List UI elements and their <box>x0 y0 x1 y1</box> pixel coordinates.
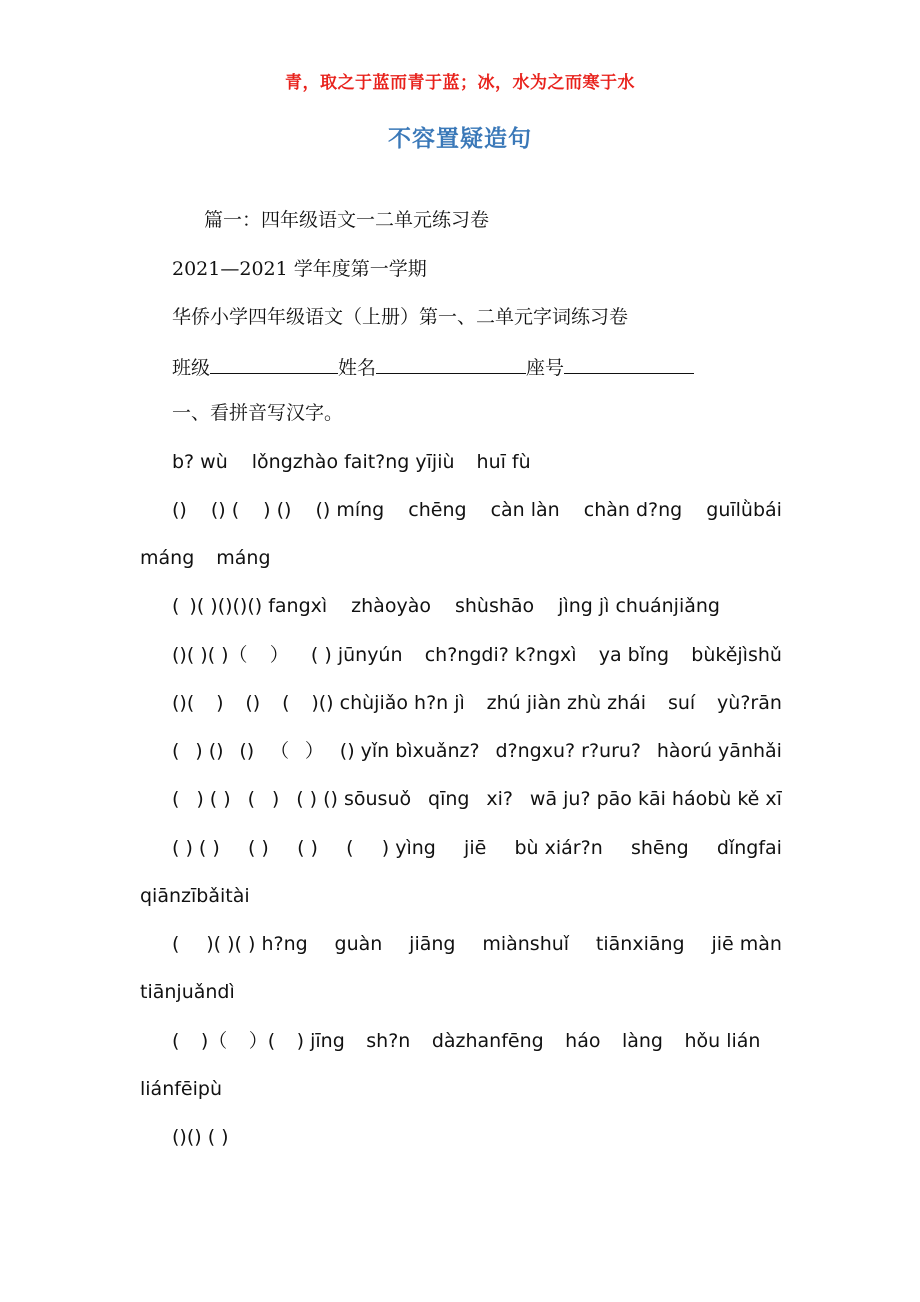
pinyin-row-6 <box>140 691 782 715</box>
pinyin-item: bù xiár?n <box>514 837 603 859</box>
pinyin-item: guàn <box>334 933 383 955</box>
pinyin-item: zhàoyào <box>351 595 431 617</box>
pinyin-item: ()() ( ) <box>172 1126 229 1148</box>
pinyin-item: jìng jì chuánjiǎng <box>558 595 720 617</box>
pinyin-item: chàn d?ng <box>583 499 683 521</box>
pinyin-item: )（ <box>200 1030 228 1052</box>
page-title: 不容置疑造句 <box>388 125 532 152</box>
pinyin-item: ) <box>271 788 280 810</box>
pinyin-row-2 <box>140 498 782 522</box>
school-year: 2021—2021 学年度第一学期 <box>172 258 427 280</box>
pinyin-row-11 <box>140 932 782 956</box>
seat-label: 座号 <box>526 357 565 379</box>
section-heading: 一、看拼音写汉字。 <box>172 402 344 424</box>
pinyin-item: ( <box>346 837 354 859</box>
pinyin-item: hàorú yānhǎi <box>656 740 782 762</box>
pinyin-item: ）( <box>248 1030 276 1052</box>
pinyin-item: ya bǐng <box>598 644 670 666</box>
pinyin-item: () <box>239 740 255 762</box>
pinyin-item: ( ) ( ) <box>172 837 220 859</box>
pinyin-item: ( <box>172 740 180 762</box>
pinyin-item: huī fù <box>476 451 531 473</box>
pinyin-row-3 <box>140 546 782 570</box>
pinyin-row-7 <box>140 739 782 763</box>
pinyin-item: b? wù <box>172 451 228 473</box>
pinyin-item: lǒngzhào fait?ng yījiù <box>251 451 455 473</box>
pinyin-item: zhú jiàn zhù zhái <box>486 692 647 714</box>
pinyin-item: ( <box>172 595 180 617</box>
pinyin-row-8 <box>140 787 782 811</box>
pinyin-item: ( ) <box>297 837 318 859</box>
pinyin-item: qīng <box>428 788 470 810</box>
pinyin-item: ( <box>247 788 255 810</box>
pinyin-item: )() chùjiǎo h?n jì <box>311 692 465 714</box>
pinyin-row-12 <box>140 980 782 1004</box>
pinyin-item: hǒu lián <box>684 1030 761 1052</box>
pinyin-item: tiānxiāng <box>595 933 685 955</box>
pinyin-row-10 <box>140 884 782 908</box>
pinyin-item: () <box>245 692 261 714</box>
pinyin-item: ） <box>304 740 324 762</box>
seat-blank[interactable] <box>564 353 694 374</box>
worksheet-title: 华侨小学四年级语文（上册）第一、二单元字词练习卷 <box>172 306 629 328</box>
pinyin-item: () yǐn bìxuǎnz? <box>339 740 480 762</box>
pinyin-item: )( )()()() fangxì <box>189 595 328 617</box>
pinyin-item: ( <box>282 692 290 714</box>
pinyin-item: dǐngfai <box>716 837 782 859</box>
pinyin-item: jiē <box>464 837 487 859</box>
name-label: 姓名 <box>338 357 377 379</box>
pinyin-item: shēng <box>630 837 689 859</box>
pinyin-item: sh?n <box>366 1030 411 1052</box>
pinyin-item: háo <box>565 1030 601 1052</box>
pinyin-row-13 <box>140 1029 782 1053</box>
pinyin-item: shùshāo <box>454 595 535 617</box>
pinyin-row-5 <box>140 643 782 667</box>
class-blank[interactable] <box>210 353 338 374</box>
pinyin-item: ( <box>172 1030 180 1052</box>
pinyin-item: （ <box>270 740 290 762</box>
pinyin-item: làng <box>621 1030 663 1052</box>
pinyin-item: chēng <box>408 499 467 521</box>
pinyin-item: máng <box>216 547 271 569</box>
pinyin-item: miànshuǐ <box>482 933 570 955</box>
pinyin-item: ) jīng <box>296 1030 345 1052</box>
pinyin-item: guīlǜbái <box>706 499 782 521</box>
pinyin-item: wā ju? pāo kāi háobù kě xī <box>529 788 782 810</box>
part-heading: 篇一：四年级语文一二单元练习卷 <box>204 209 490 231</box>
pinyin-row-4 <box>140 594 782 618</box>
pinyin-item: () <box>172 499 187 521</box>
pinyin-item: càn làn <box>490 499 560 521</box>
pinyin-item: suí <box>667 692 696 714</box>
pinyin-item: yù?rān <box>717 692 782 714</box>
pinyin-item: ()( <box>172 692 195 714</box>
pinyin-item: d?ngxu? r?uru? <box>495 740 642 762</box>
class-label: 班级 <box>172 357 211 379</box>
pinyin-row-1 <box>140 450 782 474</box>
student-info-row <box>140 353 782 380</box>
pinyin-item: ( ) <box>247 837 269 859</box>
pinyin-item: ) yìng <box>381 837 436 859</box>
pinyin-item: qiānzībǎitài <box>140 885 250 907</box>
pinyin-item: ) () <box>263 499 292 521</box>
pinyin-row-9 <box>140 836 782 860</box>
pinyin-row-15 <box>140 1125 782 1149</box>
header-motto: 青，取之于蓝而青于蓝；冰，水为之而寒于水 <box>285 73 635 93</box>
pinyin-item: ( <box>172 788 180 810</box>
name-blank[interactable] <box>376 353 526 374</box>
pinyin-item: ( <box>172 933 180 955</box>
pinyin-item: dàzhanfēng <box>431 1030 544 1052</box>
pinyin-item: ) <box>216 692 224 714</box>
pinyin-item: () míng <box>315 499 385 521</box>
pinyin-item: ( ) jūnyún <box>310 644 403 666</box>
pinyin-item: ) ( ) <box>196 788 231 810</box>
pinyin-item: ()( )( )（ <box>172 644 248 666</box>
pinyin-item: ch?ngdi? k?ngxì <box>424 644 577 666</box>
pinyin-item: liánfēipù <box>140 1078 223 1100</box>
pinyin-row-14 <box>140 1077 782 1101</box>
pinyin-item: ( ) () sōusuǒ <box>296 788 412 810</box>
pinyin-item: jiāng <box>409 933 456 955</box>
pinyin-item: jiē màn <box>711 933 782 955</box>
pinyin-item: bùkějìshǔ <box>691 644 782 666</box>
pinyin-item: ） <box>269 644 289 666</box>
pinyin-item: () ( <box>210 499 240 521</box>
pinyin-item: )( )( ) h?ng <box>206 933 308 955</box>
pinyin-item: tiānjuǎndì <box>140 981 235 1003</box>
pinyin-item: máng <box>140 547 195 569</box>
pinyin-item: xi? <box>486 788 513 810</box>
pinyin-item: ) () <box>195 740 224 762</box>
